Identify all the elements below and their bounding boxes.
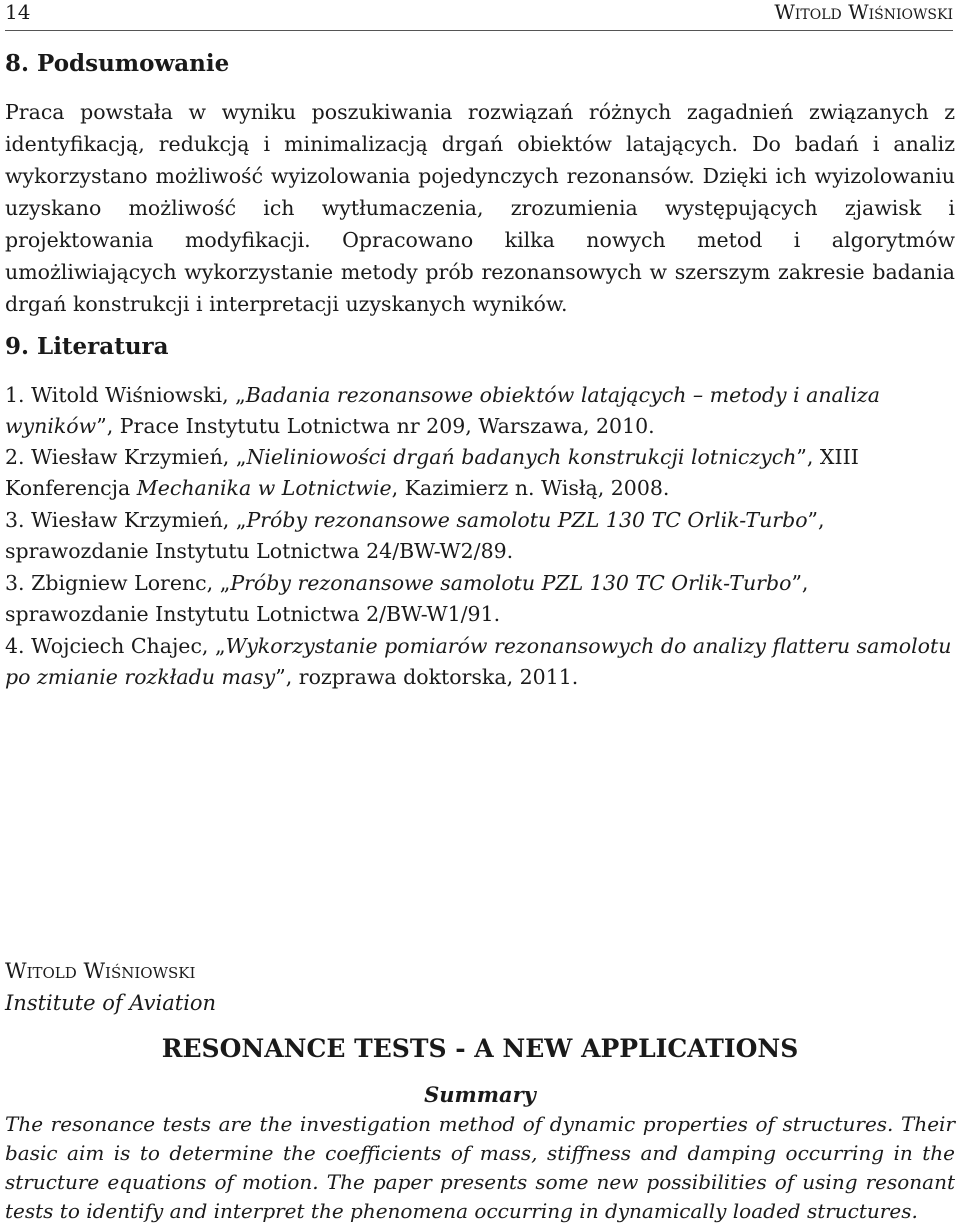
paper-title: RESONANCE TESTS - A NEW APPLICATIONS: [161, 1034, 799, 1063]
section-heading-summary: 8. Podsumowanie: [5, 50, 230, 77]
reference-title: Próby rezonansowe samolotu PZL 130 TC Orlik-Turbo: [230, 571, 792, 595]
running-header-author: Witold Wiśniowski: [774, 0, 953, 24]
summary-heading: Summary: [424, 1082, 536, 1107]
abstract-institute: Institute of Aviation: [5, 991, 217, 1015]
section-heading-literature: 9. Literatura: [5, 333, 169, 360]
reference-title: Próby rezonansowe samolotu PZL 130 TC Orlik-Turbo: [246, 508, 808, 532]
summary-body: The resonance tests are the investigation method of dynamic properties of structures. Their basic aim is to determine the coefficients of mass, stiffness and damping occurring in the structure equations of motion. The paper presents some new possibilities of using resonant tests to identify and interpret the phenomena occurring in dynamically loaded structures.: [5, 1112, 955, 1223]
reference-title: Nieliniowości drgań badanych konstrukcji lotniczych: [246, 445, 797, 469]
reference-title: Wykorzystanie pomiarów rezonansowych do analizy flatteru samolotu po zmianie rozkładu masy: [5, 634, 952, 689]
reference-item: 2. Wiesław Krzymień, „Nieliniowości drgań badanych konstrukcji lotniczych”, XIII Konferencja Mechanika w Lotnictwie, Kazimierz n. Wisłą, 2008.: [5, 445, 859, 500]
reference-item: 4. Wojciech Chajec, „Wykorzystanie pomiarów rezonansowych do analizy flatteru samolotu po zmianie rozkładu masy”, rozprawa doktorska, 2011.: [5, 634, 952, 689]
reference-item: 3. Wiesław Krzymień, „Próby rezonansowe samolotu PZL 130 TC Orlik-Turbo”, sprawozdanie Instytutu Lotnictwa 24/BW-W2/89.: [5, 508, 825, 563]
reference-title: Badania rezonansowe obiektów latających – metody i analiza wyników: [5, 383, 880, 438]
reference-item: 1. Witold Wiśniowski, „Badania rezonansowe obiektów latających – metody i analiza wyników”, Prace Instytutu Lotnictwa nr 209, Warszawa, 2010.: [5, 383, 880, 438]
summary-paragraph: Praca powstała w wyniku poszukiwania rozwiązań różnych zagadnień związanych z identyfikacją, redukcją i minimalizacją drgań obiektów latających. Do badań i analiz wykorzystano możliwość wyizolowania pojedynczych rezonansów. Dzięki ich wyizolowaniu uzyskano możliwość ich wytłumaczenia, zrozumienia występujących zjawisk i projektowania modyfikacji. Opracowano kilka nowych metod i algorytmów umożliwiających wykorzystanie metody prób rezonansowych w szerszym zakresie badania drgań konstrukcji i interpretacji uzyskanych wyników.: [5, 100, 955, 316]
running-header: [5, 0, 953, 31]
page-number: 14: [5, 0, 31, 24]
abstract-author-block: [5, 955, 216, 1019]
reference-item: 3. Zbigniew Lorenc, „Próby rezonansowe samolotu PZL 130 TC Orlik-Turbo”, sprawozdanie Instytutu Lotnictwa 2/BW-W1/91.: [5, 571, 809, 626]
abstract-author-name: Witold Wiśniowski: [5, 959, 196, 983]
